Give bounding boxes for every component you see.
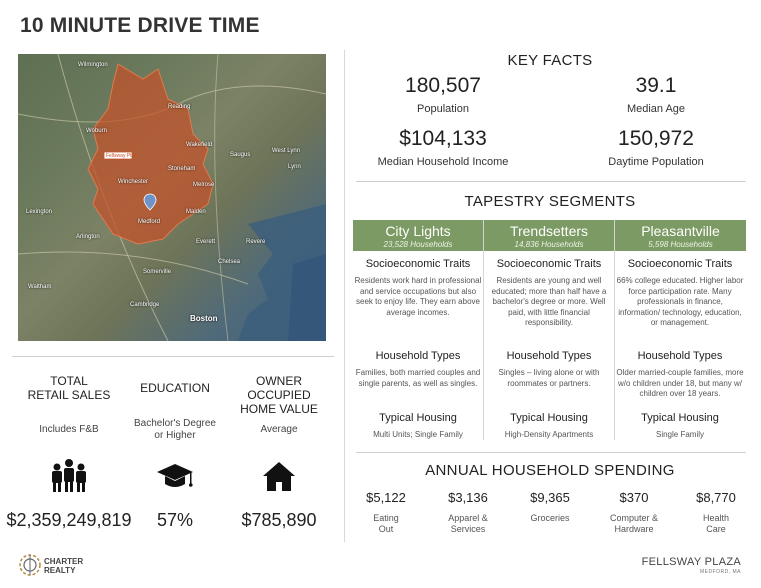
logo-text — [44, 557, 83, 575]
map-label-saugus: Saugus — [230, 152, 251, 158]
segment-header-trendsetters — [484, 220, 614, 251]
segment-name: City Lights — [385, 223, 451, 239]
spend-label: Eating Out — [373, 513, 399, 534]
household-heading: Household Types — [637, 350, 723, 362]
stat-retail-sales-sub: Includes F&B — [39, 424, 99, 435]
spend-health-care — [676, 490, 756, 535]
map-label-stoneham: Stoneham — [168, 166, 196, 172]
spend-apparel — [428, 490, 508, 535]
map-label-reading: Reading — [168, 104, 191, 110]
spend-label: Health Care — [702, 513, 729, 534]
traits-heading: Socioeconomic Traits — [365, 258, 471, 270]
map-label-revere: Revere — [246, 239, 266, 245]
housing-text: High-Density Apartments — [504, 430, 594, 439]
traits-text: Residents work hard in professional and service occupations but also seek to enjoy life. They earn above average incomes. — [354, 276, 482, 317]
segment-households: 5,598 Households — [648, 240, 713, 249]
segment-details-trendsetters — [485, 258, 613, 441]
segment-households: 23,528 Households — [383, 240, 453, 249]
segment-header-city-lights — [353, 220, 483, 251]
stat-heading: OWNER OCCUPIED HOME VALUE — [240, 374, 318, 416]
household-heading: Household Types — [375, 350, 461, 362]
spend-value: $8,770 — [696, 490, 736, 505]
map-label-chelsea: Chelsea — [218, 259, 241, 265]
graduation-cap-icon — [120, 458, 230, 494]
spending-heading: ANNUAL HOUSEHOLD SPENDING — [425, 462, 675, 479]
segment-divider — [614, 220, 615, 440]
drive-time-map[interactable] — [18, 54, 326, 341]
household-text: Families, both married couples and single parents, as well as singles. — [355, 368, 481, 388]
map-label-woburn: Woburn — [86, 128, 107, 134]
stat-home-value-heading — [224, 374, 334, 416]
map-label-malden: Malden — [186, 209, 206, 215]
spend-computer — [594, 490, 674, 535]
logo-line2: REALTY — [44, 566, 76, 575]
key-facts-heading: KEY FACTS — [507, 52, 593, 69]
map-label-arlington: Arlington — [76, 234, 100, 240]
stat-home-value-sub: Average — [260, 424, 298, 435]
fact-population — [358, 74, 528, 115]
house-icon — [224, 458, 334, 494]
spend-label: Computer & Hardware — [609, 513, 659, 534]
map-label-wilmington: Wilmington — [78, 62, 108, 68]
spend-groceries — [510, 490, 590, 524]
section-divider — [356, 181, 746, 182]
stat-retail-sales-heading — [14, 374, 124, 402]
fact-income — [358, 127, 528, 168]
column-divider — [344, 50, 345, 542]
people-group-icon — [14, 458, 124, 494]
map-label-wakefield: Wakefield — [186, 142, 213, 148]
household-text: Singles – living alone or with roommates or partners. — [498, 368, 600, 388]
housing-text: Single Family — [655, 430, 704, 439]
spend-label: Apparel & Services — [448, 513, 488, 534]
stat-retail-sales-value: $2,359,249,819 — [6, 510, 132, 530]
segment-households: 14,836 Households — [514, 240, 584, 249]
charter-realty-logo — [18, 553, 42, 577]
housing-heading: Typical Housing — [510, 412, 588, 424]
segment-name: Pleasantville — [641, 223, 720, 239]
fact-daytime-population — [571, 127, 741, 168]
map-label-melrose: Melrose — [193, 182, 215, 188]
traits-text: 66% college educated. Higher labor force participation rate. Many professionals in finance, information/ technology, education, or management. — [616, 276, 744, 327]
segment-divider — [483, 220, 484, 440]
map-label-lynn: Lynn — [288, 164, 301, 170]
map-label-everett: Everett — [196, 239, 216, 245]
tapestry-heading: TAPESTRY SEGMENTS — [464, 193, 636, 210]
left-divider — [12, 356, 334, 357]
traits-heading: Socioeconomic Traits — [627, 258, 733, 270]
stat-heading: TOTAL RETAIL SALES — [27, 374, 111, 402]
map-label-west-lynn: West Lynn — [272, 148, 301, 154]
stat-education-value: 57% — [156, 510, 194, 530]
map-label-somerville: Somerville — [143, 269, 172, 275]
map-label-lexington: Lexington — [26, 209, 53, 215]
map-label-fellsway: Fellsway Plaza — [106, 153, 140, 159]
spend-label: Groceries — [530, 513, 570, 523]
spend-value: $3,136 — [448, 490, 488, 505]
fact-value: $104,133 — [399, 127, 487, 150]
segment-name: Trendsetters — [509, 223, 589, 239]
housing-heading: Typical Housing — [641, 412, 719, 424]
map-label-winchester: Winchester — [118, 179, 149, 185]
fact-median-age — [571, 74, 741, 115]
fact-label: Daytime Population — [608, 156, 704, 168]
property-location: MEDFORD, MA — [699, 569, 741, 575]
stat-heading: EDUCATION — [140, 381, 210, 395]
stat-home-value-value: $785,890 — [241, 510, 317, 530]
map-label-boston: Boston — [190, 314, 218, 323]
household-text: Older married-couple families, more w/o children under 18, but many w/ children over 18 years. — [616, 368, 744, 398]
page-title: 10 MINUTE DRIVE TIME — [20, 14, 260, 37]
map-graphic — [18, 54, 326, 341]
traits-heading: Socioeconomic Traits — [496, 258, 602, 270]
map-label-medford: Medford — [138, 219, 161, 225]
fact-label: Population — [417, 103, 469, 115]
segment-details-pleasantville — [616, 258, 744, 441]
map-label-waltham: Waltham — [28, 284, 52, 290]
segment-header-pleasantville — [615, 220, 746, 251]
fact-value: 39.1 — [635, 74, 677, 97]
housing-text: Multi Units; Single Family — [373, 430, 463, 439]
fact-label: Median Age — [626, 103, 686, 115]
fact-value: 150,972 — [618, 127, 694, 150]
logo-line1: CHARTER — [44, 557, 84, 566]
property-name: FELLSWAY PLAZA — [641, 556, 741, 568]
fact-label: Median Household Income — [377, 156, 509, 168]
stat-education-sub: Bachelor's Degree or Higher — [134, 418, 216, 441]
spend-value: $370 — [619, 490, 649, 505]
fact-value: 180,507 — [405, 74, 481, 97]
housing-heading: Typical Housing — [379, 412, 457, 424]
segment-details-city-lights — [354, 258, 482, 441]
section-divider — [356, 452, 746, 453]
household-heading: Household Types — [506, 350, 592, 362]
property-info — [642, 556, 741, 575]
spend-value: $5,122 — [366, 490, 406, 505]
spend-value: $9,365 — [530, 490, 570, 505]
map-label-cambridge: Cambridge — [130, 302, 160, 308]
spend-eating-out — [346, 490, 426, 535]
traits-text: Residents are young and well educated; more than half have a bachelor's degree or more. Well paid, with little financial responsibility. — [491, 276, 607, 327]
stat-education-heading — [120, 374, 230, 395]
